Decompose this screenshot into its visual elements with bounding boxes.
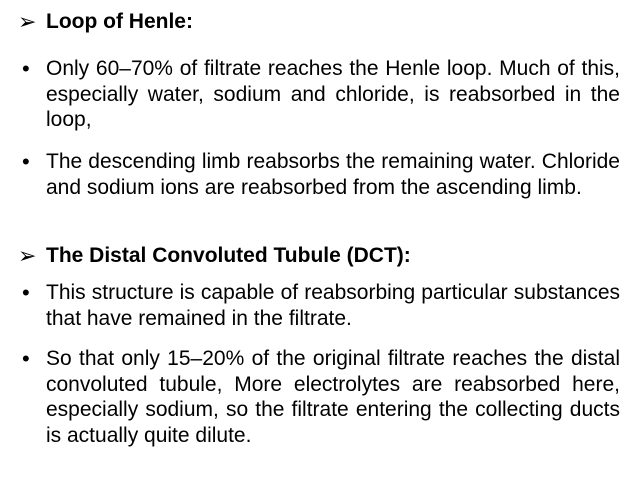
heading-text: Loop of Henle: [46,10,193,33]
arrowhead-bullet-icon: ➢ [18,9,37,34]
round-bullet-icon: • [22,149,30,174]
bullet-text: So that only 15–20% of the original filtrate reaches the distal convoluted tubule, More electrolytes are reabsorbed here, especially sodium, so the filtrate entering the collecting ducts is actually quite dilute. [46,347,620,447]
round-bullet-icon: • [22,56,30,81]
arrowhead-bullet-icon: ➢ [18,243,37,268]
heading-text: The Distal Convoluted Tubule (DCT): [46,244,411,267]
round-bullet-icon: • [22,346,30,371]
round-bullet-icon: • [22,280,30,305]
bullet-text: Only 60–70% of filtrate reaches the Henle loop. Much of this, especially water, sodium and chloride, is reabsorbed in the loop, [46,57,620,131]
bullet-text: This structure is capable of reabsorbing particular substances that have remained in the filtrate. [46,281,620,330]
bullet-text: The descending limb reabsorbs the remaining water. Chloride and sodium ions are reabsorbed from the ascending limb. [46,150,620,199]
